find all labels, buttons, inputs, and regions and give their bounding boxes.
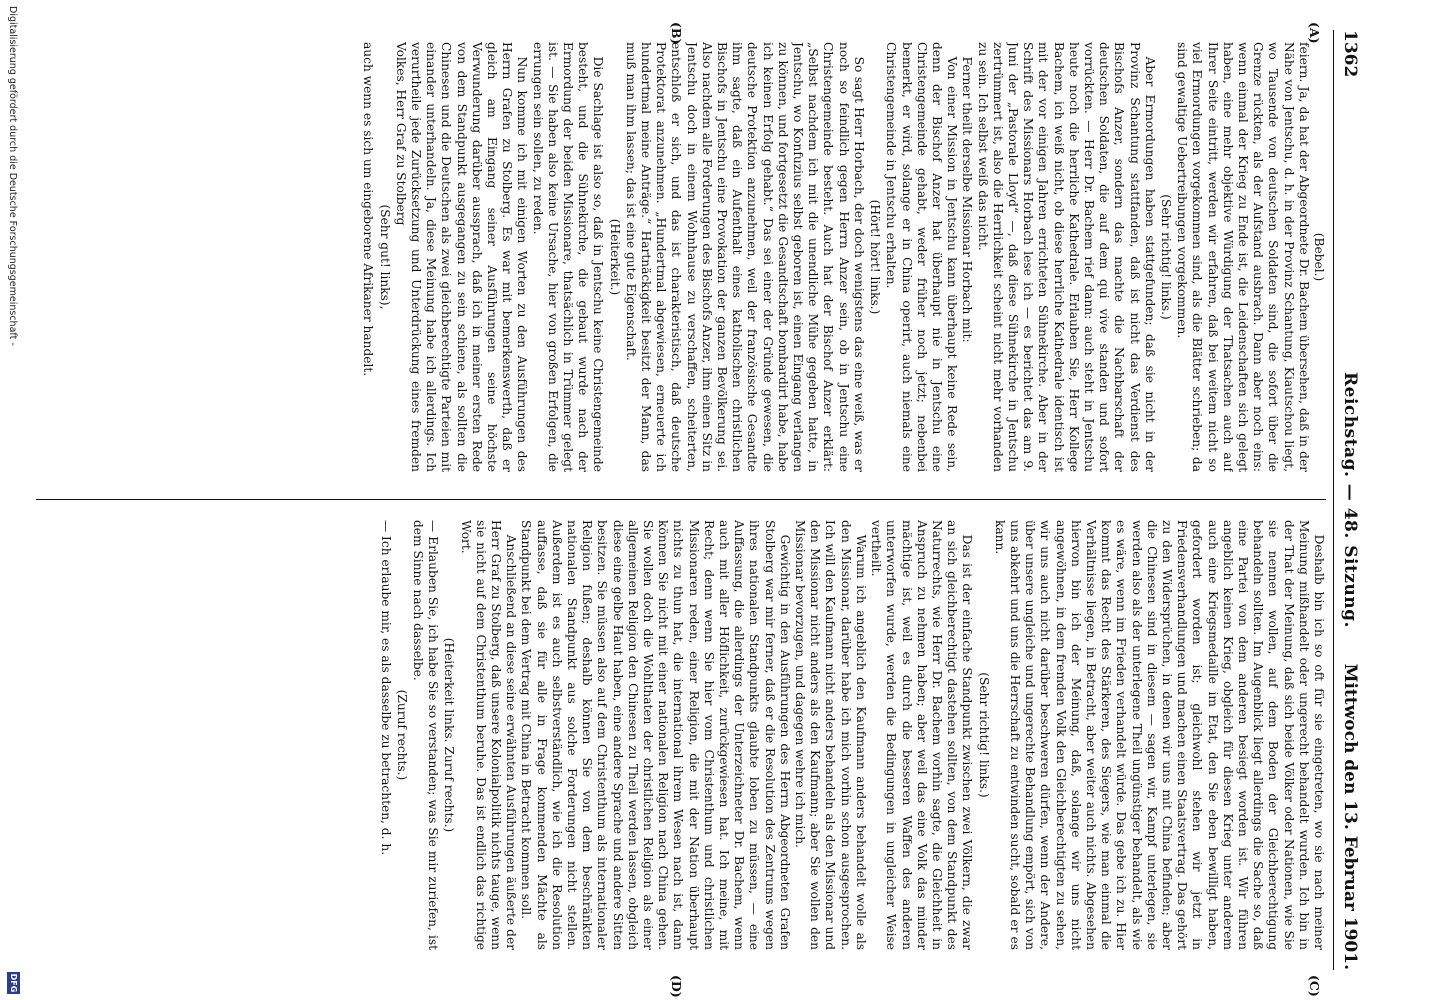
dfg-logo-badge: DFG	[9, 973, 18, 993]
interjection: (Heiterkeit links. Zuruf rechts.)	[442, 637, 457, 833]
column-divider	[36, 499, 1326, 500]
speaker-label: (Bebel.)	[1312, 232, 1326, 282]
paragraph: Warum ich angeblich den Kaufmann anders behandelt wolle als den Missionar, darüber habe ich mich vorhin schon ausgesprochen. Ich will den Kaufmann nicht anders behandeln als den Missionar und den Missionar nicht anders als den Kaufmann; aber Sie wollen den Missionar bevorzugen, und dagegen wehre ich mich.	[793, 520, 868, 950]
page-number: 1362	[1340, 30, 1360, 78]
page-header	[1333, 30, 1362, 970]
paragraph: — Ich erlaube mir, es als dasselbe zu betrachten, d. h.	[378, 520, 393, 856]
quoted-paragraph: Von einer Mission in Jentschu kann überhaupt keine Rede sein, denn der Bischof Anzer hat überhaupt nie in Jentschu eine Christengemeinde gehabt, weder früher noch jetzt; nebenbei bemerkt, er wird, solange er in China operirt, auch niemals eine Christengemeinde in Jentschu erhalten.	[884, 42, 960, 472]
session-date: Mittwoch den 13. Februar 1901.	[1340, 663, 1360, 970]
interjection: (Hört! hört! links.)	[868, 199, 883, 315]
paragraph: Anschließend an diese seine erwähnten Ausführungen äußerte der Herr Graf zu Stolberg, daß unsere Kolonialpolitik nichts tauge, wenn sie nicht auf dem Christenthum beruhe. Das ist endlich das richtige Wort.	[458, 520, 519, 950]
margin-marker-b: (B)	[669, 22, 684, 45]
interjection: (Sehr richtig! links.)	[1158, 194, 1173, 320]
left-text-column	[36, 42, 1326, 472]
interjection: (Heiterkeit.)	[607, 218, 622, 296]
paragraph: feiern. Ja, da hat der Abgeordnete Dr. Bachem übersehen, daß in der Nähe von Jentschu, d. h. in der Provinz Schantung, Kiautschou liegt, wo Tausende von deutschen Soldaten sind, die sofort über die Grenze rückten, als der Aufstand ausbrach. Dann aber noch eins: wenn einmal der Krieg zu Ende ist, die Leidenschaften sich gelegt haben, eine mehr objektive Würdigung der Thatsachen auch auf Ihrer Seite eintritt, werden wir erfahren, daß bei weitem nicht so viel Ermordungen vorgekommen sind, als die Blätter schrieben; da sind gewaltige Uebertreibungen vorgekommen.	[1175, 42, 1311, 472]
paragraph: So sagt Herr Horbach, der doch wenigstens das eine weiß, was er noch so feindlich gegen Herrn Anzer sein, ob in Jentschu eine Christengemeinde besteht. Auch hat der Bischof Anzer erklärt: „Selbst nachdem ich mit die unendliche Mühe gegeben hatte, in Jentschu, wo Konfuzius selbst geboren ist, einen Eingang verlangen zu können, und fortgesetzt die Gesandtschaft bombardirt habe, habe ich keinen Erfolg gehabt.“ Das sei einer der Gründe gewesen, die deutsche Protektion anzunehmen, weil der französische Gesandte ihm sagte, daß ein Aufenthalt eines katholischen christlichen Bischofs in Jentschu eine Provokation der ganzen Bevölkerung sei. Also nachdem alle Forderungen des Bischofs Anzer, ihm einen Sitz in Jentschu doch in einem Wohnhause zu verschaffen, scheiterten, entschloß er sich, und das ist charakteristisch, daß deutsche Protektorat anzunehmen. „Hundertmal abgewiesen, erneuerte ich hundertmal meine Anträge.“ Hartnäckigkeit besitzt der Mann, das muß man ihm lassen; das ist eine gute Eigenschaft.	[623, 42, 866, 472]
right-text-column	[36, 520, 1326, 950]
paragraph: Das ist der einfache Standpunkt zwischen zwei Völkern, die zwar an sich gleichberechtigt dastehen sollten, von dem Standpunkt des Naturrechts, wie Herr Dr. Bachem vorhin sagte, die Gleichheit in Anspruch zu nehmen haben; aber weil das eine Volk das minder mächtige ist, weil es durch die besseren Waffen des anderen unterworfen wurde, werden die Bedingungen in ungleicher Weise vertheilt.	[869, 520, 975, 950]
margin-marker-d: (D)	[669, 975, 684, 998]
margin-marker-a: (A)	[1307, 22, 1322, 44]
paragraph: Aber Ermordungen haben stattgefunden; daß sie nicht in der Provinz Schantung stattfanden, daß ist nicht das Verdienst des Bischofs Anzer, sondern das machte die Nachbarschaft der deutschen Soldaten, die auf dem qui vive standen und sofort vorrückten. — Herr Dr. Bachem rief dann: auch steht in Jentschu heute noch die herrliche Kathedrale. Erlauben Sie, Herr Kollege Bachem, ich weiß nicht, ob diese herrliche Kathedrale identisch ist mit der vor einigen Jahren errichteten Sühnekirche. Aber in der Schrift des Missionars Horbach lese ich — es berichtet das am 9. Juni der „Pastorale Lloyd“ —, daß diese Sühnekirche in Jentschu zertrümmert ist, also die Herrlichkeit scheint nicht mehr vorhanden zu sein. Ich selbst weiß das nicht.	[975, 42, 1157, 472]
margin-marker-c: (C)	[1307, 975, 1322, 997]
interjection: (Zuruf rechts.)	[394, 689, 409, 781]
paragraph: Die Sachlage ist also so, daß in Jentschu keine Christengemeinde besteht, und die Sühnekirche, die gebaut wurde nach der Ermordung der beiden Missionare, thatsächlich in Trümmer gelegt ist. — Sie haben also keine Ursache, hier von großen Erfolgen, die errungen sein sollen, zu reden.	[530, 42, 606, 472]
paragraph: auch wenn es sich um eingeborene Afrikaner handelt.	[361, 42, 376, 377]
paragraph: — Erlauben Sie, ich habe Sie so verstanden; was Sie mir zuriefen, ist dem Sinne nach dasselbe.	[411, 520, 441, 950]
page-title: Reichstag. — 48. Sitzung.	[1340, 372, 1360, 628]
credit-text: Digitalisierung gefördert durch die Deutsche Forschungsgemeinschaft -	[7, 6, 18, 346]
paragraph: Deshalb bin ich so oft für sie eingetreten, wo sie nach meiner Meinung mißhandelt oder ungerecht behandelt wurden. Ich bin in der That der Meinung, daß sich beide Völker oder Nationen, wie Sie sie nennen wollen, auf dem Boden der Gleichberechtigung behandeln sollten. Im Augenblick liegt allerdings die Sache so, daß eine Partei von dem anderen besiegt worden ist. Wir führen angeblich keinen Krieg, obgleich für diesen Krieg unter anderem auch eine Kriegsmedaille im Etat, den Sie eben bewilligt haben, gefordert worden ist; gleichwohl stehen wir jetzt in Friedensverhandlungen und machen einen Staatsvertrag. Das gehört zu den Widersprüchen, in denen wir uns mit China befinden; aber die Chinesen sind in diesem — sagen wir, Kampf unterlegen, sie werden also als der unterlegene Theil ungünstiger behandelt, als wie es wäre, wenn im Frieden verhandelt würde. Das gebe ich zu. Hier kommt das Recht des Stärkeren, des Siegers, wie man einmal die Verhältnisse liegen, in Betracht, aber weiter auch nichts. Abgesehen hiervon bin ich der Meinung, daß, solange wir uns nicht angewöhnen, in dem fremden Volk den Gleichberechtigten zu sehen, wir uns auch nicht darüber beschweren dürfen, wenn der Andere, über unsere ungleiche und ungerechte Behandlung empört, sich von uns abkehrt und uns die Herrschaft zu entwinden sucht, sobald er es kann.	[992, 520, 1326, 950]
paragraph: Gewichtig in den Ausführungen des Herrn Abgeordneten Grafen Stolberg war mir ferner, daß er die Resolution des Zentrums wegen ihres nationalen Standpunkts glaubte loben zu müssen, — eine Auffassung, die allerdings der Unterzeichneter Dr. Bachem, wenn auch mit aller Höflichkeit, zurückgewiesen hat. Ich meine, mit Recht; denn wenn Sie hier vom Christenthum und christlichen Missionaren reden, einer Religion, die mit der Nation überhaupt nichts zu thun hat, die international ihrem Wesen nach ist, dann können Sie nicht mit einer nationalen Religion nach China gehen. Sie wollen doch die Wohlthaten der christlichen Religion als einer allgemeinen Religion den Chinesen zu Theil werden lassen, obgleich diese eine gelbe Haut haben, eine andere Sprache und andere Sitten besitzen. Sie müssen also auf dem Christenthum als internationaler Religion fußen; deshalb können Sie von dem beschränkten nationalen Standpunkt aus solche Forderungen nicht stellen. Außerdem ist es auch selbstverständlich, wie ich die Resolution auffasse, daß sie für alle in Frage kommenden Mächte als Standpunkt bei dem Vertrag mit China in Betracht kommen soll.	[519, 520, 792, 950]
interjection: (Sehr gut! links),	[377, 204, 392, 310]
interjection: (Sehr richtig! links.)	[976, 672, 991, 798]
paragraph: Ferner theilt derselbe Missionar Horbach mit:	[960, 56, 975, 343]
paragraph: Nun komme ich mit einigen Worten zu den Ausführungen des Herrn Grafen zu Stolberg. Es war mit bemerkenswerth, daß er gleich am Eingang seiner Ausführungen seine höchste Verwunderung darüber aussprach, daß ich in meiner ersten Rede von dem Standpunkt ausgegangen zu sein schiene, als sollten die Chinesen und die Deutschen als zwei gleichberechtigte Parteien mit einander unterhandeln. Ja, diese Meinung habe ich allerdings. Ich verurtheile jede Zurücksetzung und Unterdrückung eines fremden Volkes, Herr Graf zu Stolberg	[393, 42, 530, 472]
digitization-credit	[2, 0, 22, 1000]
